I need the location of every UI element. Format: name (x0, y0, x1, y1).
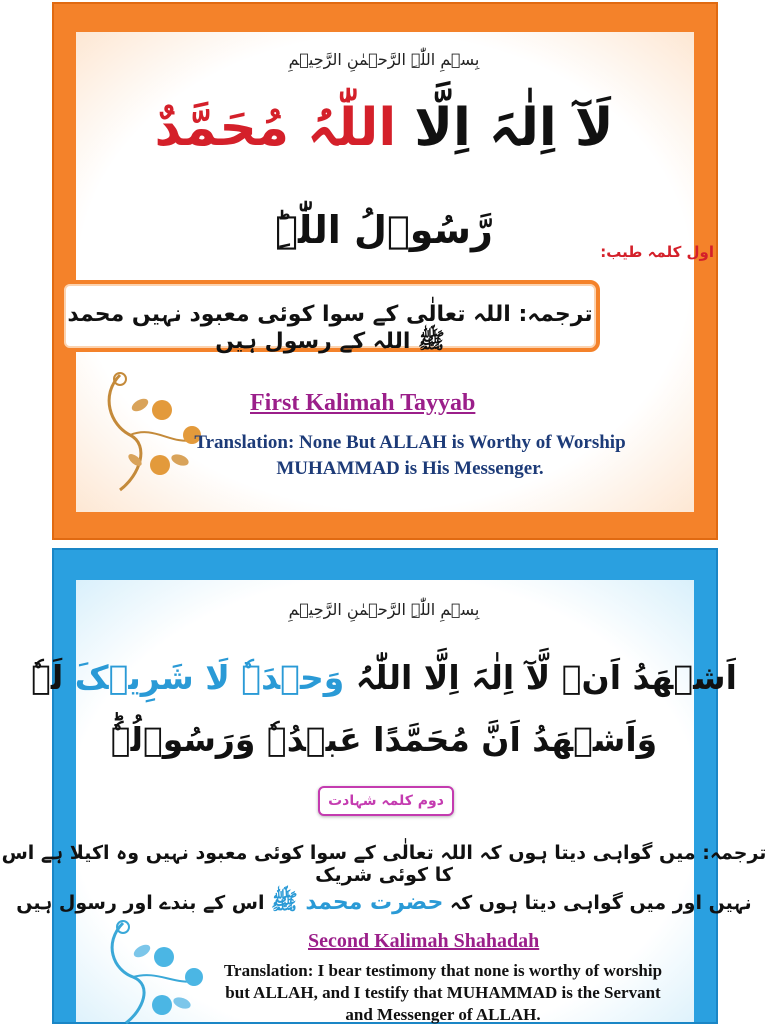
frame-bar-bottom (244, 512, 504, 526)
kalimah-name-box (318, 786, 454, 816)
frame-bar-top (134, 566, 654, 580)
urdu-translation-name: حضرت محمد ﷺ (271, 890, 444, 915)
kalimah-title: Second Kalimah Shahadah (308, 930, 540, 952)
kalimah-line-1 (0, 658, 768, 697)
kalimah-name-urdu: دوم کلمہ شہادت (328, 793, 444, 809)
urdu-translation-box (60, 280, 600, 352)
kalimah-line-1 (0, 100, 768, 157)
kalimah-line-1-black-a: اَشۡھَدُ اَنۡ لَّآ اِلٰہَ اِلَّا اللّٰہُ (355, 658, 737, 697)
kalimah-line-1-red: اللّٰہُ مُحَمَّدٌ (154, 98, 397, 158)
kalimah-line-1-blue: وَحۡدَہٗ لَا شَرِیۡکَ (74, 658, 345, 697)
kalimah-name-urdu: اول کلمہ طیب: (600, 243, 714, 261)
urdu-translation-line-2a: نہیں اور میں گواہی دیتا ہوں کہ (449, 892, 752, 914)
kalimah-title: First Kalimah Tayyab (250, 390, 476, 416)
english-translation: Translation: None But ALLAH is Worthy of Worship MUHAMMAD is His Messenger. (194, 432, 626, 479)
kalimah-line-2: رَّسُوۡلُ اللّٰہِؕ (275, 208, 493, 252)
urdu-translation-line-1: ترجمہ: میں گواہی دیتا ہوں کہ اللہ تعالٰی کے سوا کوئی معبود نہیں وہ اکیلا ہے اس کا کوئی شریک (1, 842, 767, 886)
kalimah-line-1-black: لَآ اِلٰہَ اِلَّا (414, 98, 614, 158)
urdu-translation-line-2c: اس کے بندے اور رسول ہیں (16, 892, 265, 914)
english-translation: Translation: I bear testimony that none is worthy of worship but ALLAH, and I testify that MUHAMMAD is the Servant and Messenger of ALLAH. (223, 961, 663, 1025)
floral-ornament-icon (98, 915, 218, 1024)
kalimah-line-2: وَاَشۡھَدُ اَنَّ مُحَمَّدًا عَبۡدُہٗ وَرَسُوۡلُہٗؕ (110, 720, 658, 759)
bismillah-heading: بِسۡمِ اللّٰہِ الرَّحۡمٰنِ الرَّحِیۡمِ (288, 600, 480, 619)
bismillah-heading: بِسۡمِ اللّٰہِ الرَّحۡمٰنِ الرَّحِیۡمِ (288, 50, 480, 69)
urdu-translation-text: ترجمہ: اللہ تعالٰی کے سوا کوئی معبود نہیں محمد ﷺ اللہ کے رسول ہیں (67, 302, 593, 354)
kalimah-line-1-black-b: لَہٗ (31, 658, 64, 697)
